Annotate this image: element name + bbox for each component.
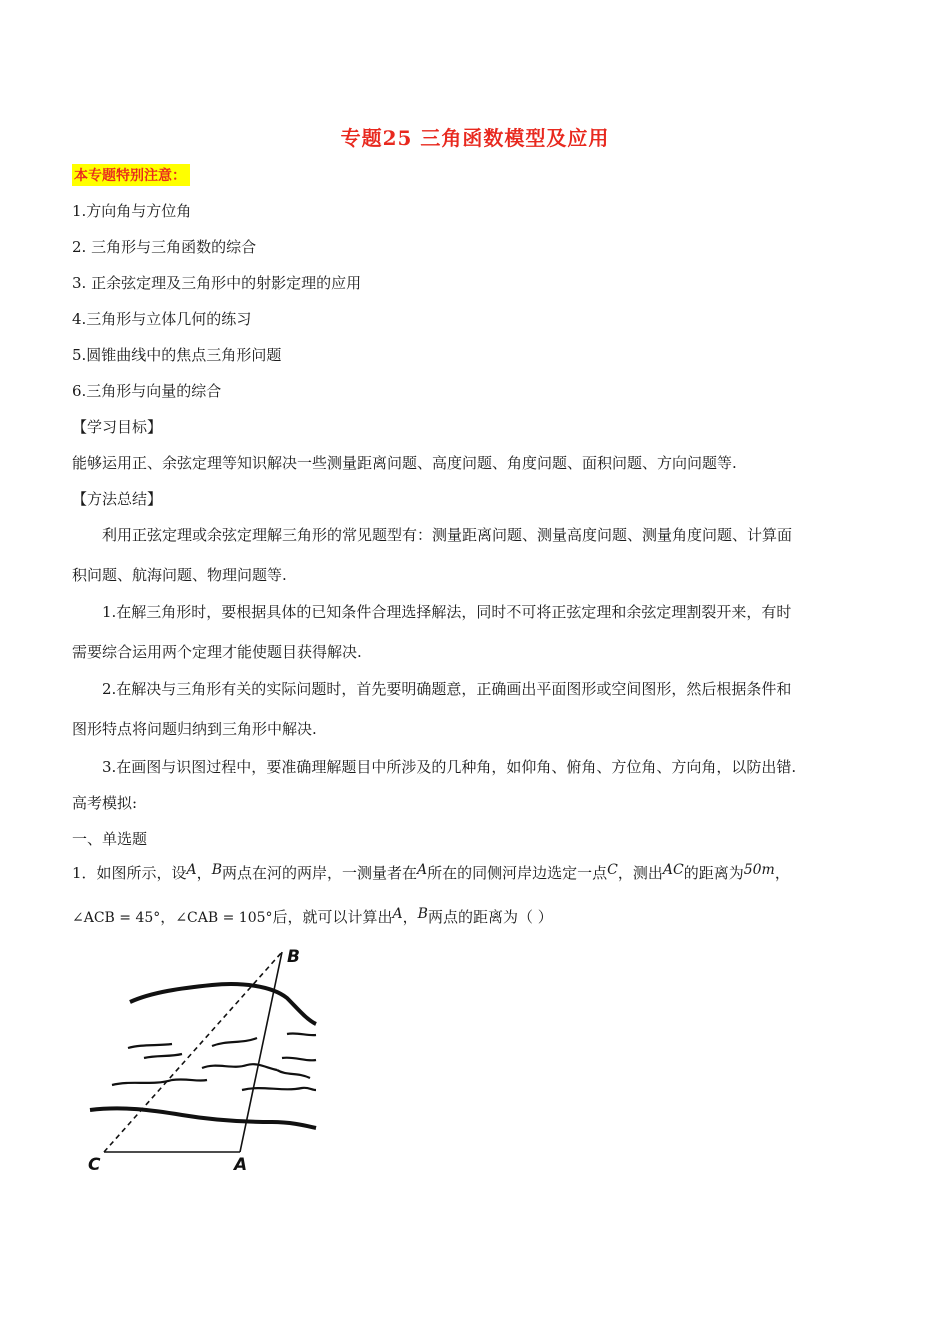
method-paragraph-2-line-2: 需要综合运用两个定理才能使题目获得解决. bbox=[72, 643, 362, 661]
var-a: A bbox=[417, 862, 428, 878]
q1-sep: ， bbox=[196, 864, 212, 882]
river-diagram-svg bbox=[82, 940, 322, 1175]
goal-text: 能够运用正、余弦定理等知识解决一些测量距离问题、高度问题、角度问题、面积问题、方向问题等. bbox=[72, 454, 737, 472]
label-a: A bbox=[234, 1155, 248, 1175]
q1-sep: ， bbox=[402, 908, 418, 926]
topic-item: 6.三角形与向量的综合 bbox=[72, 382, 222, 400]
angle-acb: ∠ACB = 45° bbox=[72, 910, 161, 926]
notice-highlight: 本专题特别注意： bbox=[72, 164, 190, 186]
water-wave bbox=[112, 1079, 207, 1085]
exam-label: 高考模拟: bbox=[72, 794, 138, 812]
var-ac: AC bbox=[662, 862, 684, 878]
var-b: B bbox=[211, 862, 222, 878]
water-wave bbox=[277, 1070, 310, 1078]
method-paragraph-4: 3.在画图与识图过程中，要准确理解题目中所涉及的几种角，如仰角、俯角、方位角、方向角，以防出错. bbox=[102, 758, 797, 776]
topic-item: 1.方向角与方位角 bbox=[72, 202, 192, 220]
far-river-bank bbox=[130, 984, 316, 1024]
label-c: C bbox=[88, 1155, 101, 1175]
method-paragraph-3-line-1: 2.在解决与三角形有关的实际问题时，首先要明确题意，正确画出平面图形或空间图形，然后根据条件和 bbox=[102, 680, 792, 698]
q1-text-5: ， bbox=[774, 864, 790, 882]
method-paragraph-2-line-1: 1.在解三角形时，要根据具体的已知条件合理选择解法，同时不可将正弦定理和余弦定理割裂开来，有时 bbox=[102, 603, 792, 621]
method-heading: 【方法总结】 bbox=[72, 490, 163, 508]
method-paragraph-1-line-2: 积问题、航海问题、物理问题等. bbox=[72, 566, 287, 584]
var-c: C bbox=[607, 862, 618, 878]
q1-text-4: 的距离为 bbox=[683, 864, 744, 882]
q1-text-8: 两点的距离为（ ） bbox=[427, 908, 553, 926]
near-river-bank bbox=[90, 1108, 316, 1128]
var-a: A bbox=[186, 862, 197, 878]
topic-item: 3. 正余弦定理及三角形中的射影定理的应用 bbox=[72, 274, 362, 292]
var-b: B bbox=[417, 906, 428, 922]
q1-number: 1．如图所示，设 bbox=[72, 864, 187, 882]
label-b: B bbox=[287, 947, 300, 967]
method-paragraph-1-line-1: 利用正弦定理或余弦定理解三角形的常见题型有：测量距离问题、测量高度问题、测量角度问题、计算面 bbox=[102, 526, 793, 544]
topic-item: 5.圆锥曲线中的焦点三角形问题 bbox=[72, 346, 282, 364]
question-1-line-1 bbox=[72, 862, 790, 883]
water-wave bbox=[128, 1044, 182, 1058]
q1-text-2: 所在的同侧河岸边选定一点 bbox=[427, 864, 608, 882]
river-diagram bbox=[82, 940, 322, 1175]
q1-text-7: 后，就可以计算出 bbox=[272, 908, 393, 926]
goal-heading: 【学习目标】 bbox=[72, 418, 163, 436]
topic-item: 4.三角形与立体几何的练习 bbox=[72, 310, 252, 328]
distance-value: 50m bbox=[743, 862, 775, 878]
q1-text-6: ， bbox=[160, 908, 176, 926]
var-a: A bbox=[392, 906, 403, 922]
topic-item: 2. 三角形与三角函数的综合 bbox=[72, 238, 257, 256]
q1-text-3: ，测出 bbox=[617, 864, 663, 882]
q1-text-1: 两点在河的两岸，一测量者在 bbox=[221, 864, 417, 882]
question-1-line-2 bbox=[72, 906, 553, 927]
angle-cab: ∠CAB = 105° bbox=[175, 910, 273, 926]
page-title: 专题25 三角函数模型及应用 bbox=[340, 126, 610, 150]
method-paragraph-3-line-2: 图形特点将问题归纳到三角形中解决. bbox=[72, 720, 317, 738]
section-label: 一、单选题 bbox=[72, 830, 148, 848]
